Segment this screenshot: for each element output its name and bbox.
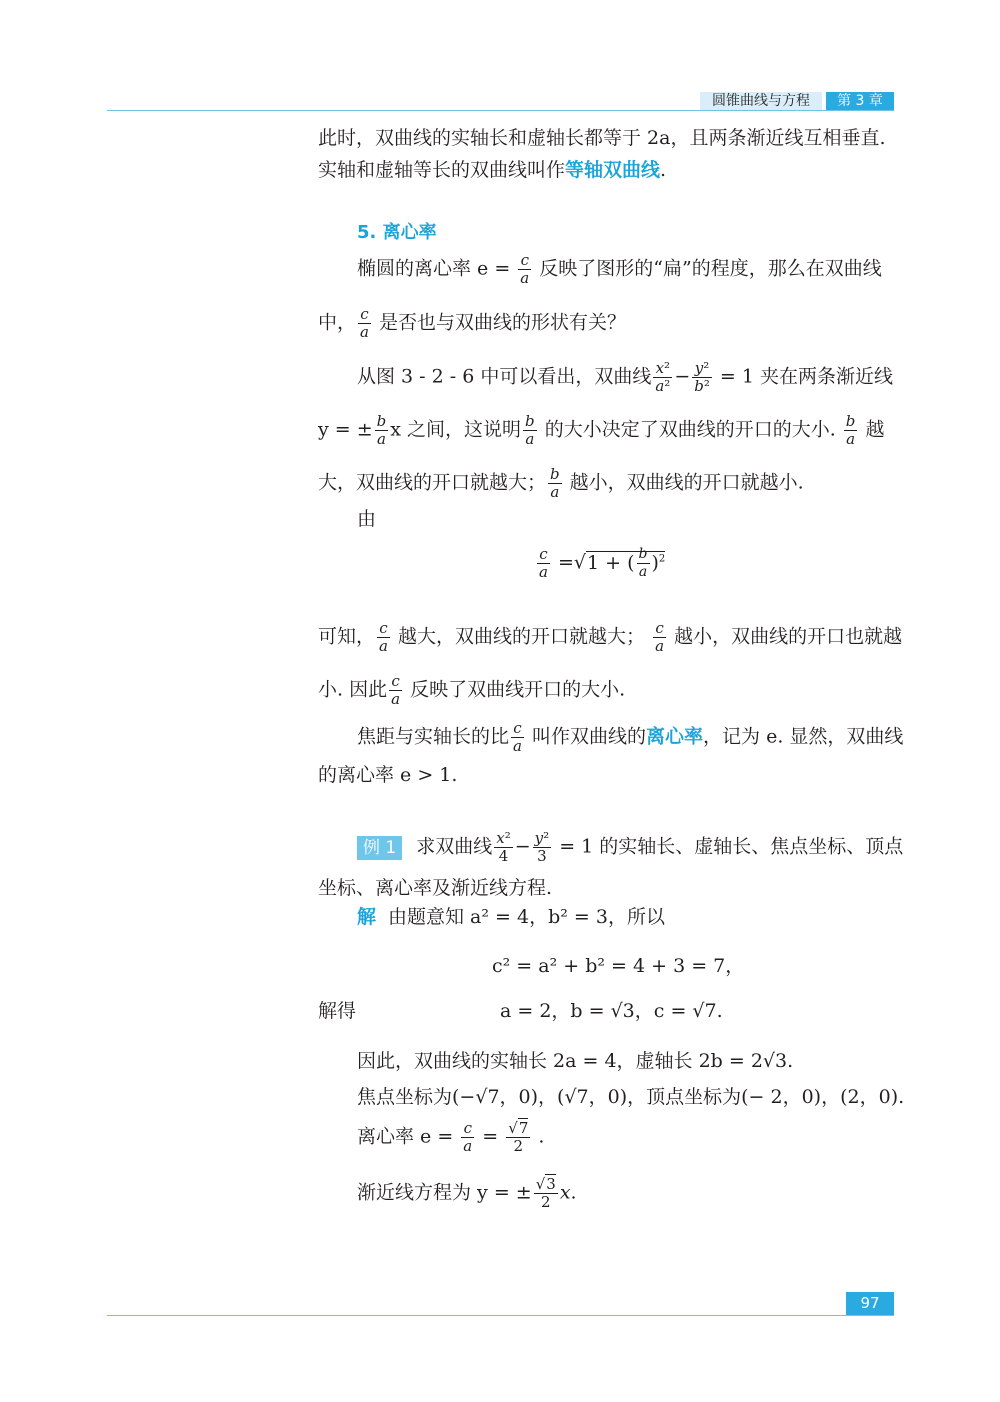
result-axes: 因此，双曲线的实轴长 2a = 4，虚轴长 2b = 2√3.: [357, 1050, 794, 1072]
para4-text-b: 越大，双曲线的开口就越大；: [398, 625, 646, 648]
fraction-sqrt7-over-2: $\frac{√7}{2}$: [508, 1119, 529, 1155]
example1-line1: 例 1 求双曲线 $\frac{\text{x²}}{4}$ − $\frac{\text{y²}}{3}$ = 1 的实轴长、虚轴长、焦点坐标、顶点: [357, 830, 903, 865]
para3-you: 由: [357, 508, 377, 530]
para2-line3: [318, 466, 804, 501]
para4-text-d: 小. 因此: [318, 678, 388, 701]
chapter-badge: 第 3 章: [826, 92, 894, 111]
result-eccentricity-text: 离心率 e =: [357, 1125, 454, 1148]
para5-text-b: 叫作双曲线的: [532, 725, 647, 748]
fraction-c-over-a: $\frac{c}{a}$: [513, 719, 522, 755]
para4-text-c: 越小，双曲线的开口也就越: [674, 625, 903, 648]
para5-line2: 的离心率 e > 1.: [318, 764, 458, 786]
para4-line2: [318, 673, 625, 708]
fraction-c-over-a: $\frac{c}{a}$: [655, 619, 665, 655]
para1-line1: [357, 252, 882, 287]
term-eccentricity: 离心率: [646, 725, 704, 748]
solution-text: 由题意知 a² = 4，b² = 3，所以: [388, 906, 665, 928]
header-rule: [107, 110, 894, 111]
fraction-y2-over-3: $\frac{\text{y²}}{3}$: [534, 829, 550, 865]
fraction-b-over-a: $\frac{b}{a}$: [845, 412, 856, 448]
para5-line1: [357, 720, 903, 755]
para1-text-b: 反映了图形的“扁”的程度，那么在双曲线: [539, 257, 882, 280]
fraction-c-over-a: $\frac{c}{a}$: [360, 305, 369, 341]
fraction-x2-over-a2: $\frac{\text{x²}}{\text{a²}}$: [655, 359, 671, 395]
para4-text-e: 反映了双曲线开口的大小.: [410, 678, 626, 701]
footer-rule: [107, 1315, 894, 1316]
intro-line-1: 此时，双曲线的实轴长和虚轴长都等于 2a，且两条渐近线互相垂直.: [318, 127, 886, 149]
para2-text-b: = 1 夹在两条渐近线: [719, 365, 893, 388]
fraction-b-over-a: $\frac{b}{a}$: [376, 412, 387, 448]
para2-line2: [318, 413, 884, 448]
result-foci-vertices: 焦点坐标为(−√7，0)，(√7，0)，顶点坐标为(− 2，0)，(2，0).: [357, 1086, 905, 1108]
fraction-b-over-a: $\frac{b}{a}$: [550, 465, 560, 501]
para2-text-e: 的大小决定了双曲线的开口的大小.: [544, 418, 836, 441]
intro-line-2-text: 实轴和虚轴等长的双曲线叫作: [318, 159, 566, 181]
para4-line1: [318, 620, 902, 655]
result-asymptote-text: 渐近线方程为 y = ±: [357, 1181, 532, 1204]
para4-text-a: 可知，: [318, 625, 376, 648]
fraction-c-over-a: $\frac{c}{a}$: [379, 619, 388, 655]
solution-line1: [357, 904, 665, 930]
fraction-c-over-a: $\frac{c}{a}$: [463, 1119, 473, 1155]
para1-text-c: 中，: [318, 311, 357, 334]
result-asymptote: 渐近线方程为 y = ± $\frac{√3}{2}$ x.: [357, 1175, 577, 1211]
result-eccentricity: 离心率 e = $\frac{c}{a}$ = $\frac{√7}{2}$ .: [357, 1119, 545, 1155]
equation-abc: a = 2，b = √3，c = √7.: [500, 1000, 723, 1022]
example1-text-b: = 1 的实轴长、虚轴长、焦点坐标、顶点: [559, 835, 904, 858]
para2-text-d: x 之间，这说明: [390, 418, 522, 441]
fraction-b-over-a: $\frac{b}{a}$: [525, 412, 535, 448]
page-number: 97: [846, 1292, 894, 1315]
term-equilateral-hyperbola: 等轴双曲线: [565, 159, 661, 181]
example1-line2: 坐标、离心率及渐近线方程.: [318, 877, 553, 899]
fraction-c-over-a: $\frac{c}{a}$: [539, 545, 548, 581]
para1-line2: [318, 306, 626, 341]
para5-text-a: 焦距与实轴长的比: [357, 725, 510, 748]
section-heading: 5. 离心率: [357, 222, 437, 243]
para2-text-h: 越小，双曲线的开口就越小.: [569, 471, 804, 494]
para5-text-c: ，记为 e. 显然，双曲线: [703, 725, 904, 748]
fraction-c-over-a: $\frac{c}{a}$: [391, 672, 401, 708]
example1-text-a: 求双曲线: [416, 835, 493, 858]
intro-line-2-end: .: [660, 159, 667, 181]
running-header-title: 圆锥曲线与方程: [700, 92, 822, 111]
fraction-c-over-a: $\frac{c}{a}$: [520, 251, 530, 287]
fraction-y2-over-b2: $\frac{\text{y²}}{\text{b²}}$: [694, 359, 710, 395]
example-label: 例 1: [357, 836, 402, 860]
equation-c-squared: c² = a² + b² = 4 + 3 = 7，: [492, 955, 745, 977]
para2-text-a: 从图 3 - 2 - 6 中可以看出，双曲线: [357, 365, 652, 388]
jiede-label: 解得: [318, 1000, 357, 1022]
para2-text-f: 越: [865, 418, 885, 441]
para1-text-d: 是否也与双曲线的形状有关？: [379, 311, 627, 334]
intro-line-2: [318, 157, 666, 183]
solution-label: 解: [357, 906, 377, 928]
fraction-x2-over-4: $\frac{\text{x²}}{4}$: [496, 829, 511, 865]
para2-line1: 从图 3 - 2 - 6 中可以看出，双曲线 $\frac{\text{x²}}{\text{a²}}$ − $\frac{\text{y²}}{\text{b²}}$ = 1 夹在两条渐近线: [357, 359, 893, 395]
para2-text-c: y = ±: [318, 418, 373, 441]
para1-text-a: 椭圆的离心率 e =: [357, 257, 511, 280]
para2-text-g: 大，双曲线的开口就越大；: [318, 471, 547, 494]
formula-eccentricity: $\frac{c}{a}$ =√1 + ( $\frac{b}{a}$ )$^2$: [539, 545, 666, 581]
fraction-sqrt3-over-2: $\frac{√3}{2}$: [535, 1175, 556, 1211]
